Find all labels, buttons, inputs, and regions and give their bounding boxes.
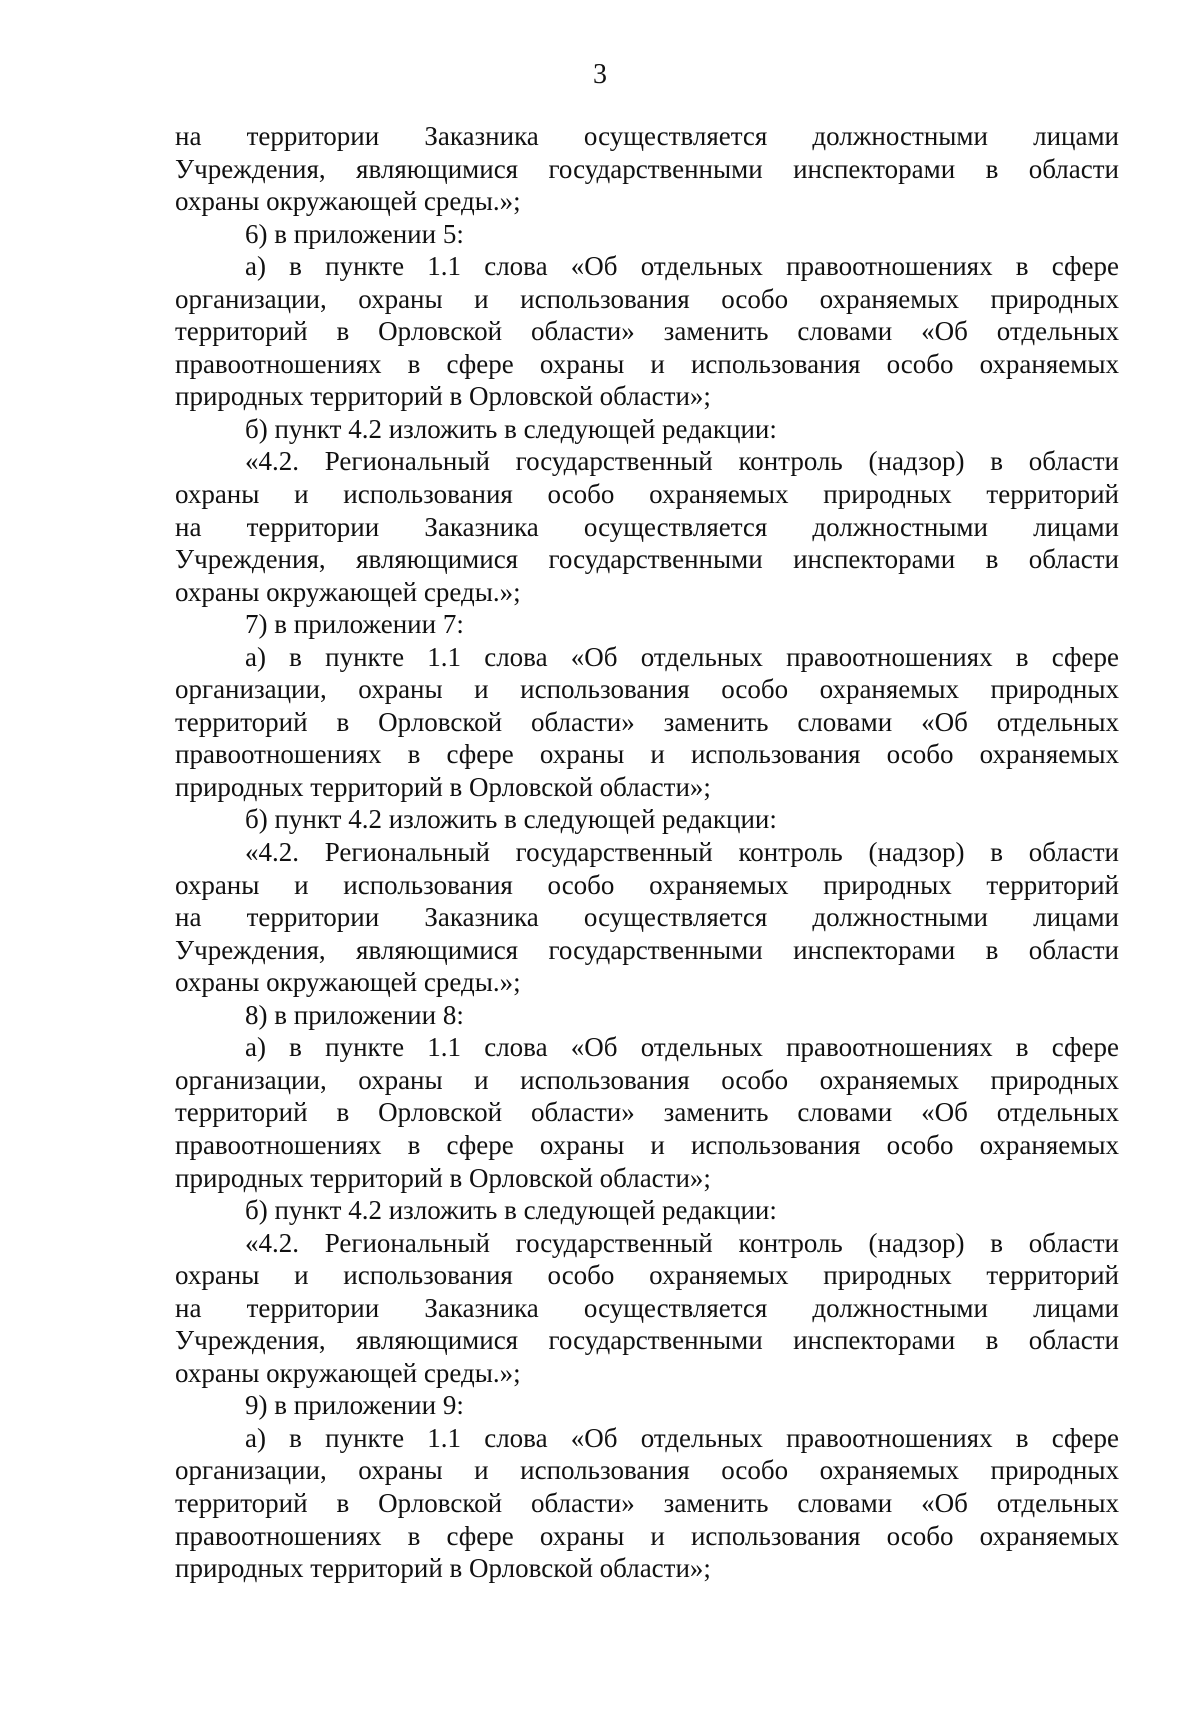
text-line: территорий в Орловской области» заменить словами «Об отдельных <box>175 1487 1119 1518</box>
text-line: Учреждения, являющимися государственными инспекторами в области <box>175 934 1119 965</box>
text-line: на территории Заказника осуществляется должностными лицами <box>175 511 1119 542</box>
text-line: охраны окружающей среды.»; <box>175 1357 521 1388</box>
text-line: Учреждения, являющимися государственными инспекторами в области <box>175 544 1119 575</box>
text-line: «4.2. Региональный государственный контроль (надзор) в области <box>245 1227 1119 1258</box>
text-line: охраны и использования особо охраняемых природных территорий <box>175 869 1119 900</box>
text-line: 8) в приложении 8: <box>245 999 464 1030</box>
text-line: б) пункт 4.2 изложить в следующей редакции: <box>245 804 777 835</box>
text-line: охраны и использования особо охраняемых природных территорий <box>175 1260 1119 1291</box>
text-line: охраны окружающей среды.»; <box>175 576 521 607</box>
text-line: «4.2. Региональный государственный контроль (надзор) в области <box>245 446 1119 477</box>
text-line: правоотношениях в сфере охраны и использования особо охраняемых <box>175 1129 1119 1160</box>
document-body <box>175 120 1119 1585</box>
text-line: правоотношениях в сфере охраны и использования особо охраняемых <box>175 348 1119 379</box>
text-line: организации, охраны и использования особо охраняемых природных <box>175 674 1119 705</box>
text-line: организации, охраны и использования особо охраняемых природных <box>175 283 1119 314</box>
text-line: территорий в Орловской области» заменить словами «Об отдельных <box>175 316 1119 347</box>
text-line: б) пункт 4.2 изложить в следующей редакции: <box>245 1195 777 1226</box>
text-line: природных территорий в Орловской области»; <box>175 381 711 412</box>
text-line: правоотношениях в сфере охраны и использования особо охраняемых <box>175 1520 1119 1551</box>
text-line: а) в пункте 1.1 слова «Об отдельных правоотношениях в сфере <box>245 1422 1119 1453</box>
text-line: охраны окружающей среды.»; <box>175 186 521 217</box>
text-line: 6) в приложении 5: <box>245 218 464 249</box>
text-line: Учреждения, являющимися государственными инспекторами в области <box>175 153 1119 184</box>
text-line: а) в пункте 1.1 слова «Об отдельных правоотношениях в сфере <box>245 641 1119 672</box>
text-line: правоотношениях в сфере охраны и использования особо охраняемых <box>175 739 1119 770</box>
text-line: охраны окружающей среды.»; <box>175 967 521 998</box>
text-line: природных территорий в Орловской области»; <box>175 1162 711 1193</box>
text-line: на территории Заказника осуществляется должностными лицами <box>175 1292 1119 1323</box>
text-line: «4.2. Региональный государственный контроль (надзор) в области <box>245 837 1119 868</box>
text-line: территорий в Орловской области» заменить словами «Об отдельных <box>175 1097 1119 1128</box>
text-line: Учреждения, являющимися государственными инспекторами в области <box>175 1325 1119 1356</box>
text-line: природных территорий в Орловской области»; <box>175 1553 711 1584</box>
text-line: организации, охраны и использования особо охраняемых природных <box>175 1064 1119 1095</box>
page-number: 3 <box>593 59 607 90</box>
text-line: на территории Заказника осуществляется должностными лицами <box>175 121 1119 151</box>
text-line: территорий в Орловской области» заменить словами «Об отдельных <box>175 706 1119 737</box>
text-line: организации, охраны и использования особо охраняемых природных <box>175 1455 1119 1486</box>
text-line: природных территорий в Орловской области»; <box>175 771 711 802</box>
text-line: а) в пункте 1.1 слова «Об отдельных правоотношениях в сфере <box>245 251 1119 282</box>
text-line: 9) в приложении 9: <box>245 1390 464 1421</box>
text-line: а) в пункте 1.1 слова «Об отдельных правоотношениях в сфере <box>245 1032 1119 1063</box>
text-line: охраны и использования особо охраняемых природных территорий <box>175 479 1119 510</box>
text-line: б) пункт 4.2 изложить в следующей редакции: <box>245 413 777 444</box>
text-line: на территории Заказника осуществляется должностными лицами <box>175 902 1119 933</box>
text-line: 7) в приложении 7: <box>245 609 464 640</box>
